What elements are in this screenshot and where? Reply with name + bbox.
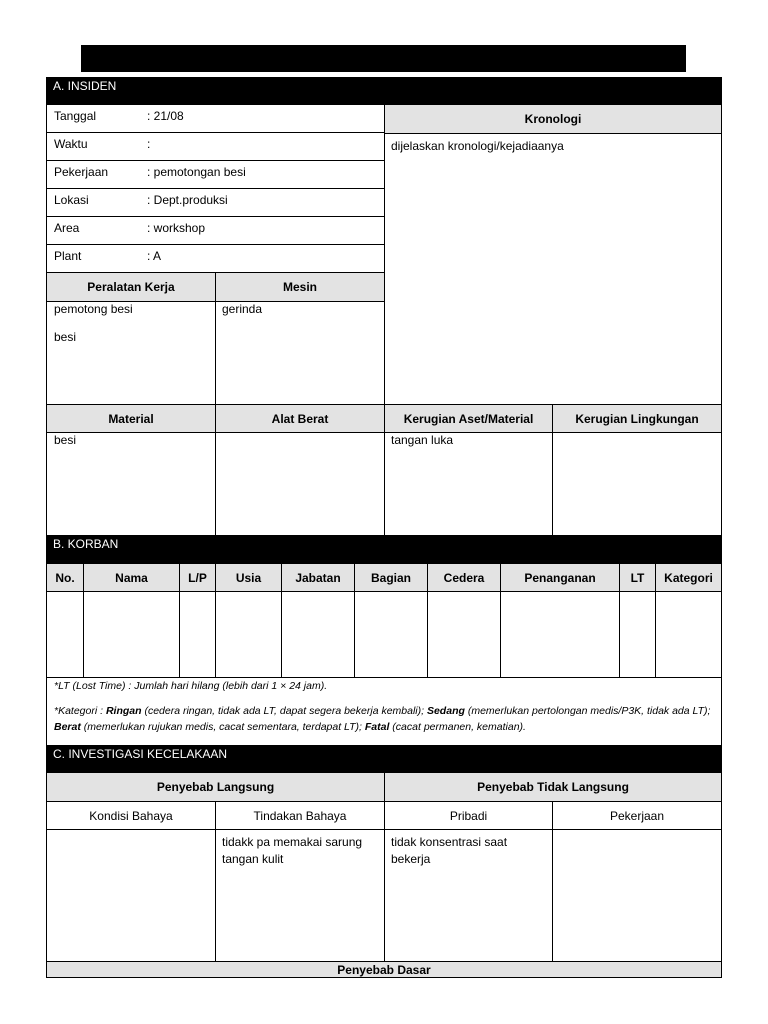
info-row-plant	[46, 244, 385, 273]
info-value[interactable]: : A	[147, 249, 162, 263]
document-title-bar	[81, 45, 686, 72]
info-label: Waktu	[54, 137, 88, 151]
penyebab-tidak-langsung-header	[384, 772, 722, 802]
korban-col-kategori	[655, 563, 722, 592]
info-label: Lokasi	[54, 193, 89, 207]
kerugian-aset-header-label: Kerugian Aset/Material	[403, 411, 534, 426]
pekerjaan-field[interactable]	[552, 829, 722, 962]
korban-cell-kategori[interactable]	[655, 591, 722, 678]
korban-cell-jabatan[interactable]	[281, 591, 355, 678]
kronologi-text: dijelaskan kronologi/kejadiaanya	[391, 139, 564, 153]
column-header: Nama	[115, 570, 148, 585]
material-value: besi	[54, 433, 77, 447]
penyebab-tidak-langsung-label: Penyebab Tidak Langsung	[477, 780, 629, 794]
sub-header-label: Tindakan Bahaya	[253, 808, 347, 823]
column-header: Kategori	[664, 570, 713, 585]
korban-cell-no[interactable]	[46, 591, 84, 678]
info-label: Tanggal	[54, 109, 97, 123]
kronologi-header-label: Kronologi	[524, 112, 582, 126]
sub-header-label: Pribadi	[449, 808, 488, 823]
korban-col-lp	[179, 563, 216, 592]
info-row-tanggal	[46, 104, 385, 133]
info-label: Plant	[54, 249, 82, 263]
section-c-header	[46, 745, 722, 773]
info-label: Area	[54, 221, 80, 235]
kerugian-aset-value: tangan luka	[391, 433, 454, 447]
sub-header-label: Kondisi Bahaya	[89, 808, 173, 823]
column-header: L/P	[188, 570, 207, 585]
korban-col-nama	[83, 563, 180, 592]
penyebab-langsung-label: Penyebab Langsung	[156, 780, 275, 794]
info-row-area	[46, 216, 385, 245]
sub-header-label: Pekerjaan	[609, 808, 665, 823]
mesin-value: gerinda	[222, 302, 263, 316]
info-row-pekerjaan	[46, 160, 385, 189]
korban-col-penanganan	[500, 563, 620, 592]
section-a-header	[46, 77, 722, 105]
alat-berat-header	[215, 404, 385, 433]
material-header	[46, 404, 216, 433]
mesin-header-label: Mesin	[282, 280, 317, 294]
peralatan-item: pemotong besi	[54, 302, 133, 316]
lt-note: *LT (Lost Time) : Jumlah hari hilang (lebih dari 1 × 24 jam).	[54, 680, 328, 692]
alat-berat-field[interactable]	[215, 432, 385, 537]
pribadi-value: tidak konsentrasi saat bekerja	[391, 835, 508, 866]
korban-cell-bagian[interactable]	[354, 591, 428, 678]
info-value[interactable]: : pemotongan besi	[147, 165, 246, 179]
section-a-title: A. INSIDEN	[53, 79, 117, 93]
info-value[interactable]: : 21/08	[147, 109, 184, 123]
korban-cell-lt[interactable]	[619, 591, 656, 678]
korban-col-lt	[619, 563, 656, 592]
korban-cell-cedera[interactable]	[427, 591, 501, 678]
peralatan-kerja-field[interactable]	[46, 301, 216, 405]
kondisi-bahaya-header	[46, 801, 216, 830]
info-value[interactable]: : Dept.produksi	[147, 193, 228, 207]
tindakan-bahaya-header	[215, 801, 385, 830]
tindakan-bahaya-field[interactable]	[215, 829, 385, 962]
korban-cell-usia[interactable]	[215, 591, 282, 678]
kategori-note: *Kategori : Ringan (cedera ringan, tidak ada LT, dapat segera bekerja kembali); Sedang (memerlukan pertolongan medis/P3K, tidak ada LT); Berat (memerlukan rujukan medis, cacat sementara, terdapat LT); Fatal (cacat permanen, kematian).	[54, 705, 711, 733]
info-value[interactable]: : workshop	[147, 221, 206, 235]
kerugian-lingkungan-header-label: Kerugian Lingkungan	[575, 411, 699, 426]
column-header: Usia	[235, 570, 262, 585]
mesin-header	[215, 272, 385, 302]
section-b-header	[46, 535, 722, 563]
section-b-title: B. KORBAN	[53, 537, 119, 551]
mesin-field[interactable]	[215, 301, 385, 405]
korban-cell-lp[interactable]	[179, 591, 216, 678]
column-header: LT	[630, 570, 645, 585]
kerugian-lingkungan-header	[552, 404, 722, 433]
pekerjaan-header	[552, 801, 722, 830]
penyebab-langsung-header	[46, 772, 385, 802]
info-value[interactable]: :	[147, 137, 151, 151]
kronologi-field[interactable]	[384, 133, 722, 405]
column-header: Cedera	[443, 570, 485, 585]
info-row-waktu	[46, 132, 385, 161]
korban-col-jabatan	[281, 563, 355, 592]
penyebab-dasar-header	[46, 961, 722, 978]
column-header: Jabatan	[295, 570, 341, 585]
kondisi-bahaya-field[interactable]	[46, 829, 216, 962]
korban-col-bagian	[354, 563, 428, 592]
korban-cell-nama[interactable]	[83, 591, 180, 678]
info-label: Pekerjaan	[54, 165, 109, 179]
column-header: Bagian	[370, 570, 411, 585]
pribadi-field[interactable]	[384, 829, 553, 962]
material-header-label: Material	[108, 411, 154, 426]
column-header: Penanganan	[524, 570, 596, 585]
kerugian-aset-header	[384, 404, 553, 433]
penyebab-dasar-label: Penyebab Dasar	[337, 962, 431, 977]
tindakan-bahaya-value: tidakk pa memakai sarung tangan kulit	[222, 835, 363, 866]
korban-col-no	[46, 563, 84, 592]
peralatan-kerja-header-label: Peralatan Kerja	[87, 280, 175, 294]
korban-col-cedera	[427, 563, 501, 592]
peralatan-kerja-header	[46, 272, 216, 302]
kerugian-aset-field[interactable]	[384, 432, 553, 537]
alat-berat-header-label: Alat Berat	[271, 411, 329, 426]
section-c-title: C. INVESTIGASI KECELAKAAN	[53, 747, 228, 761]
material-field[interactable]	[46, 432, 216, 537]
peralatan-item: besi	[54, 330, 77, 344]
kerugian-lingkungan-field[interactable]	[552, 432, 722, 537]
korban-cell-penanganan[interactable]	[500, 591, 620, 678]
korban-notes	[46, 677, 722, 747]
korban-col-usia	[215, 563, 282, 592]
pribadi-header	[384, 801, 553, 830]
column-header: No.	[55, 570, 75, 585]
info-row-lokasi	[46, 188, 385, 217]
kronologi-header	[384, 104, 722, 134]
